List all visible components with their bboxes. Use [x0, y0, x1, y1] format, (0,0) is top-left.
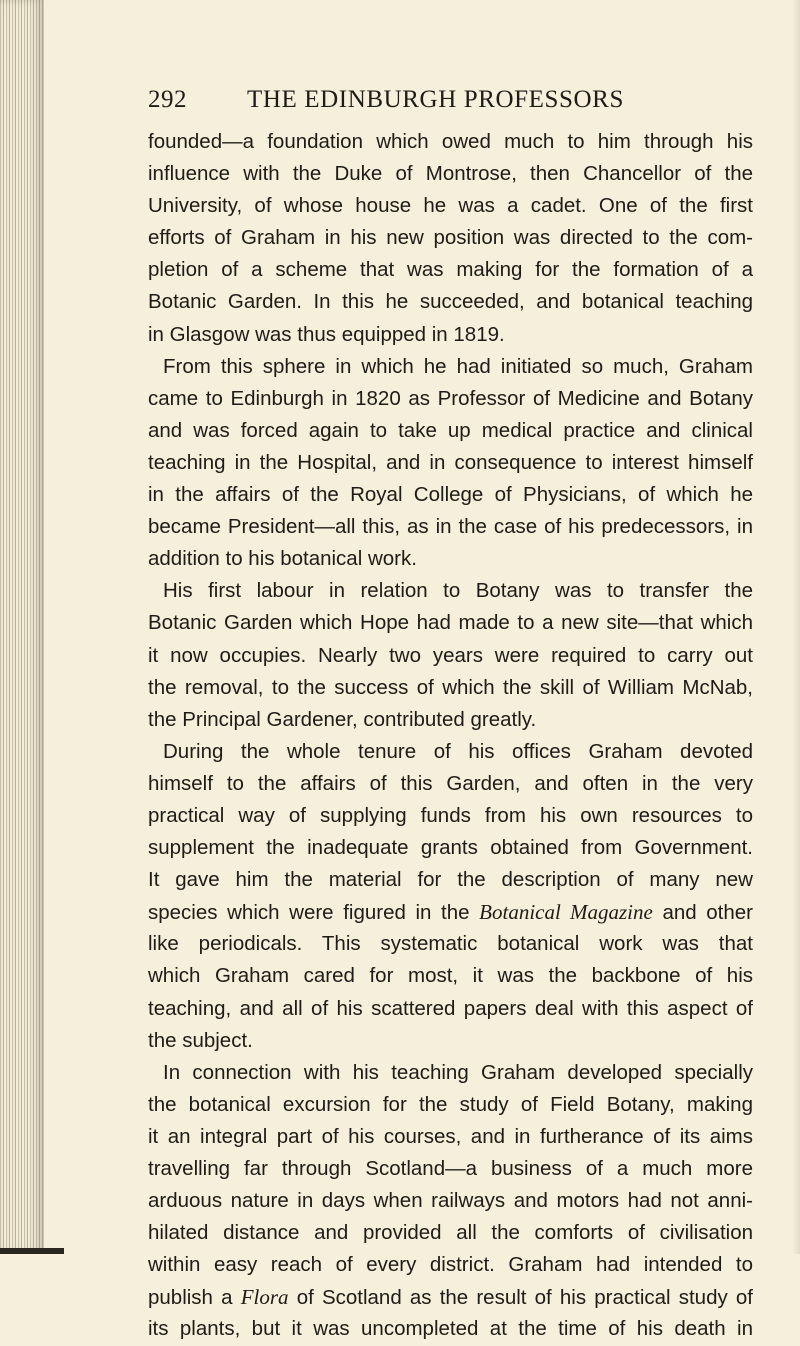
text-line: became President—all this, as in the case of his predecessors, in — [148, 515, 753, 539]
text-line: Botanic Garden which Hope had made to a new site—that which — [148, 611, 753, 635]
text-line: founded—a foundation which owed much to him through his — [148, 130, 753, 153]
paragraph-first-line: During the whole tenure of his offices Graham devoted — [163, 739, 753, 763]
text-line: the Principal Gardener, contributed greatly. — [148, 707, 537, 731]
text-line: efforts of Graham in his new position was directed to the com- — [148, 226, 753, 250]
paragraph-first-line: From this sphere in which he had initiated so much, Graham — [163, 354, 753, 378]
body-text — [148, 126, 753, 1346]
page-right-edge — [792, 0, 800, 1254]
paragraph-first-line: In connection with his teaching Graham developed specially — [163, 1060, 753, 1084]
text-line: himself to the affairs of this Garden, and often in the very — [148, 771, 753, 795]
paragraph-first-line: His first labour in relation to Botany was to transfer the — [163, 579, 753, 603]
text-line: It gave him the material for the description of many new — [148, 868, 753, 892]
text-line: came to Edinburgh in 1820 as Professor of Medicine and Botany — [148, 386, 753, 410]
text-line: within easy reach of every district. Graham had intended to — [148, 1253, 753, 1277]
text-line: University, of whose house he was a cadet. One of the first — [148, 194, 753, 218]
text-segment: and other — [652, 901, 753, 925]
text-line: it an integral part of his courses, and in furtherance of its aims — [148, 1124, 753, 1148]
text-line: teaching, and all of his scattered papers deal with this aspect of — [148, 996, 753, 1020]
text-line: arduous nature in days when railways and motors had not anni- — [148, 1189, 753, 1213]
text-line: influence with the Duke of Montrose, then Chancellor of the — [148, 162, 753, 186]
text-line: the subject. — [148, 1028, 253, 1052]
text-line: like periodicals. This systematic botanical work was that — [148, 932, 753, 956]
text-segment: publish a — [148, 1286, 241, 1310]
text-line: and was forced again to take up medical practice and clinical — [148, 418, 753, 442]
text-line: teaching in the Hospital, and in consequence to interest himself — [148, 450, 753, 474]
text-line: hilated distance and provided all the comforts of civilisation — [148, 1221, 753, 1245]
italic-title: Botanical Magazine — [479, 900, 653, 925]
text-segment: species which were figured in the — [148, 901, 480, 925]
text-line: the botanical excursion for the study of Field Botany, making — [148, 1092, 753, 1116]
page-number: 292 — [148, 86, 187, 113]
text-line: which Graham cared for most, it was the backbone of his — [148, 964, 753, 988]
running-head: THE EDINBURGH PROFESSORS — [247, 86, 624, 113]
text-line: pletion of a scheme that was making for the formation of a — [148, 258, 753, 282]
text-line: the removal, to the success of which the skill of William McNab, — [148, 675, 753, 699]
bottom-edge-rule — [0, 1248, 64, 1254]
text-line: in the affairs of the Royal College of Physicians, of which he — [148, 483, 753, 507]
text-line: travelling far through Scotland—a business of a much more — [148, 1157, 753, 1180]
text-line: practical way of supplying funds from his own resources to — [148, 803, 753, 827]
page-header — [148, 86, 753, 126]
text-segment: of Scotland as the result of his practical study of — [288, 1286, 753, 1310]
text-line: in Glasgow was thus equipped in 1819. — [148, 322, 505, 346]
text-line: Botanic Garden. In this he succeeded, and botanical teaching — [148, 290, 753, 314]
text-line-with-italic — [148, 1281, 753, 1313]
text-line: its plants, but it was uncompleted at the time of his death in — [148, 1317, 753, 1341]
italic-title: Flora — [240, 1285, 289, 1310]
book-page-edges — [0, 0, 44, 1254]
text-line: addition to his botanical work. — [148, 547, 417, 571]
text-line-with-italic — [148, 896, 753, 928]
text-line: supplement the inadequate grants obtained from Government. — [148, 836, 753, 860]
text-line: it now occupies. Nearly two years were required to carry out — [148, 643, 753, 667]
